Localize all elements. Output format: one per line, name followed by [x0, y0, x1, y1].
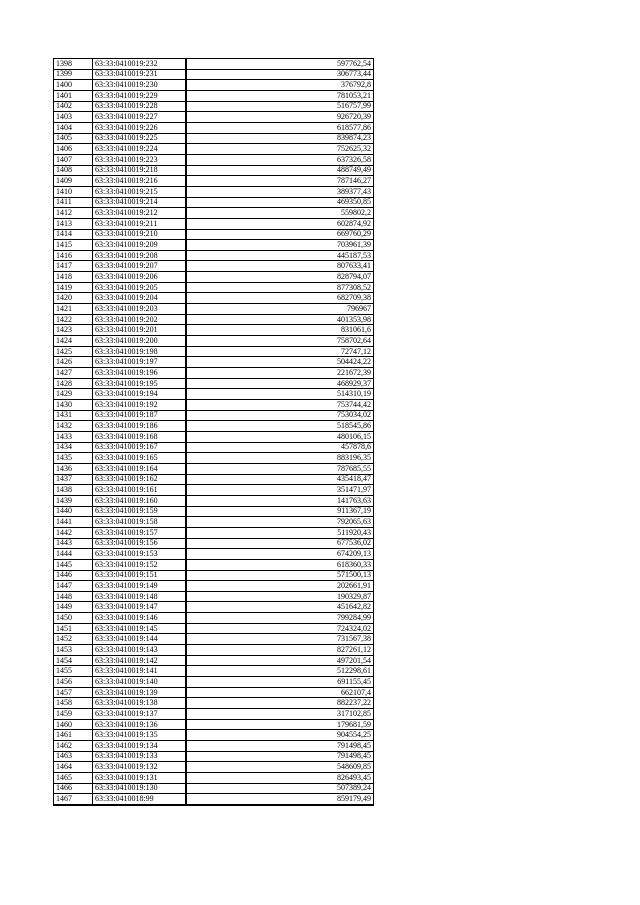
row-number-cell: 1441	[54, 517, 93, 528]
row-number-cell: 1419	[54, 282, 93, 293]
cadastral-value-cell: 514310,19	[186, 389, 374, 400]
row-number-cell: 1403	[54, 112, 93, 123]
cadastral-number-cell: 63:33:0410019:167	[93, 442, 186, 453]
table-row	[54, 549, 374, 560]
cadastral-number-cell: 63:33:0410019:161	[93, 485, 186, 496]
table-row	[54, 357, 374, 368]
cadastral-value-cell: 758702,64	[186, 336, 374, 347]
row-number-cell: 1421	[54, 304, 93, 315]
table-row	[54, 538, 374, 549]
table-row	[54, 783, 374, 794]
row-number-cell: 1438	[54, 485, 93, 496]
cadastral-number-cell: 63:33:0410019:138	[93, 698, 186, 709]
cadastral-number-cell: 63:33:0410019:151	[93, 570, 186, 581]
cadastral-number-cell: 63:33:0410019:159	[93, 506, 186, 517]
cadastral-value-cell: 618577,86	[186, 122, 374, 133]
cadastral-value-cell: 457878,6	[186, 442, 374, 453]
row-number-cell: 1425	[54, 346, 93, 357]
table-row	[54, 613, 374, 624]
table-row	[54, 559, 374, 570]
row-number-cell: 1467	[54, 794, 93, 805]
row-number-cell: 1417	[54, 261, 93, 272]
row-number-cell: 1459	[54, 709, 93, 720]
cadastral-number-cell: 63:33:0410019:206	[93, 272, 186, 283]
row-number-cell: 1458	[54, 698, 93, 709]
row-number-cell: 1443	[54, 538, 93, 549]
table-row	[54, 634, 374, 645]
row-number-cell: 1464	[54, 762, 93, 773]
cadastral-value-cell: 507389,24	[186, 783, 374, 794]
table-row	[54, 250, 374, 261]
table-row	[54, 90, 374, 101]
table-row	[54, 474, 374, 485]
cadastral-value-cell: 202661,91	[186, 581, 374, 592]
table-row	[54, 741, 374, 752]
cadastral-number-cell: 63:33:0410019:194	[93, 389, 186, 400]
cadastral-value-cell: 877308,52	[186, 282, 374, 293]
table-row	[54, 144, 374, 155]
table-row	[54, 208, 374, 219]
cadastral-number-cell: 63:33:0410019:141	[93, 666, 186, 677]
cadastral-number-cell: 63:33:0410019:227	[93, 112, 186, 123]
row-number-cell: 1401	[54, 90, 93, 101]
row-number-cell: 1461	[54, 730, 93, 741]
table-row	[54, 229, 374, 240]
cadastral-number-cell: 63:33:0410019:198	[93, 346, 186, 357]
cadastral-number-cell: 63:33:0410019:212	[93, 208, 186, 219]
cadastral-number-cell: 63:33:0410019:165	[93, 453, 186, 464]
cadastral-number-cell: 63:33:0410019:228	[93, 101, 186, 112]
row-number-cell: 1413	[54, 218, 93, 229]
table-row	[54, 719, 374, 730]
table-row	[54, 69, 374, 80]
cadastral-value-cell: 677536,02	[186, 538, 374, 549]
table-row	[54, 602, 374, 613]
row-number-cell: 1429	[54, 389, 93, 400]
cadastral-value-cell: 731567,38	[186, 634, 374, 645]
cadastral-value-cell: 497201,54	[186, 655, 374, 666]
cadastral-number-cell: 63:33:0410019:186	[93, 421, 186, 432]
row-number-cell: 1465	[54, 772, 93, 783]
cadastral-value-table	[53, 58, 374, 806]
cadastral-value-cell: 753744,42	[186, 400, 374, 411]
cadastral-number-cell: 63:33:0410019:140	[93, 677, 186, 688]
cadastral-value-cell: 792065,63	[186, 517, 374, 528]
cadastral-value-cell: 787685,55	[186, 463, 374, 474]
cadastral-number-cell: 63:33:0410019:197	[93, 357, 186, 368]
cadastral-value-cell: 548609,85	[186, 762, 374, 773]
row-number-cell: 1416	[54, 250, 93, 261]
table-row	[54, 709, 374, 720]
row-number-cell: 1398	[54, 59, 93, 70]
table-row	[54, 794, 374, 805]
cadastral-value-cell: 141763,63	[186, 495, 374, 506]
row-number-cell: 1418	[54, 272, 93, 283]
cadastral-number-cell: 63:33:0410019:164	[93, 463, 186, 474]
table-row	[54, 112, 374, 123]
table-row	[54, 400, 374, 411]
cadastral-value-cell: 511920,43	[186, 527, 374, 538]
cadastral-value-cell: 904554,25	[186, 730, 374, 741]
cadastral-number-cell: 63:33:0410019:143	[93, 645, 186, 656]
cadastral-number-cell: 63:33:0410019:139	[93, 687, 186, 698]
row-number-cell: 1412	[54, 208, 93, 219]
table-row	[54, 421, 374, 432]
cadastral-value-cell: 724324,02	[186, 623, 374, 634]
table-row	[54, 293, 374, 304]
table-row	[54, 431, 374, 442]
row-number-cell: 1451	[54, 623, 93, 634]
table-row	[54, 581, 374, 592]
table-row	[54, 154, 374, 165]
table-row	[54, 570, 374, 581]
cadastral-value-cell: 317102,85	[186, 709, 374, 720]
cadastral-value-cell: 787146,27	[186, 176, 374, 187]
cadastral-value-cell: 799284,99	[186, 613, 374, 624]
cadastral-number-cell: 63:33:0410019:192	[93, 400, 186, 411]
cadastral-number-cell: 63:33:0410019:144	[93, 634, 186, 645]
cadastral-number-cell: 63:33:0410019:225	[93, 133, 186, 144]
row-number-cell: 1434	[54, 442, 93, 453]
cadastral-number-cell: 63:33:0410019:157	[93, 527, 186, 538]
table-row	[54, 186, 374, 197]
cadastral-value-cell: 691155,45	[186, 677, 374, 688]
cadastral-number-cell: 63:33:0410019:162	[93, 474, 186, 485]
table-row	[54, 101, 374, 112]
row-number-cell: 1402	[54, 101, 93, 112]
cadastral-number-cell: 63:33:0410019:232	[93, 59, 186, 70]
row-number-cell: 1431	[54, 410, 93, 421]
table-row	[54, 527, 374, 538]
cadastral-value-cell: 602874,92	[186, 218, 374, 229]
cadastral-value-cell: 791498,45	[186, 741, 374, 752]
cadastral-value-cell: 445187,53	[186, 250, 374, 261]
table-row	[54, 314, 374, 325]
table-row	[54, 677, 374, 688]
cadastral-number-cell: 63:33:0410019:133	[93, 751, 186, 762]
table-row	[54, 687, 374, 698]
row-number-cell: 1430	[54, 400, 93, 411]
table-row	[54, 282, 374, 293]
cadastral-number-cell: 63:33:0410019:214	[93, 197, 186, 208]
table-row	[54, 261, 374, 272]
cadastral-value-cell: 882237,22	[186, 698, 374, 709]
cadastral-value-cell: 674209,13	[186, 549, 374, 560]
row-number-cell: 1409	[54, 176, 93, 187]
cadastral-number-cell: 63:33:0410019:200	[93, 336, 186, 347]
table-row	[54, 325, 374, 336]
cadastral-number-cell: 63:33:0410019:195	[93, 378, 186, 389]
row-number-cell: 1428	[54, 378, 93, 389]
table-row	[54, 80, 374, 91]
cadastral-number-cell: 63:33:0410019:131	[93, 772, 186, 783]
row-number-cell: 1454	[54, 655, 93, 666]
cadastral-number-cell: 63:33:0410019:205	[93, 282, 186, 293]
table-row	[54, 176, 374, 187]
table-row	[54, 165, 374, 176]
table-row	[54, 485, 374, 496]
cadastral-value-cell: 791498,45	[186, 751, 374, 762]
cadastral-value-cell: 753034,02	[186, 410, 374, 421]
row-number-cell: 1426	[54, 357, 93, 368]
cadastral-number-cell: 63:33:0410019:187	[93, 410, 186, 421]
table-row	[54, 751, 374, 762]
cadastral-value-cell: 401353,98	[186, 314, 374, 325]
table-row	[54, 463, 374, 474]
cadastral-number-cell: 63:33:0410019:224	[93, 144, 186, 155]
table-row	[54, 623, 374, 634]
row-number-cell: 1410	[54, 186, 93, 197]
cadastral-value-cell: 682709,38	[186, 293, 374, 304]
table-row	[54, 240, 374, 251]
cadastral-number-cell: 63:33:0410019:137	[93, 709, 186, 720]
table-row	[54, 655, 374, 666]
table-row	[54, 762, 374, 773]
row-number-cell: 1439	[54, 495, 93, 506]
row-number-cell: 1457	[54, 687, 93, 698]
cadastral-value-cell: 351471,97	[186, 485, 374, 496]
cadastral-number-cell: 63:33:0410019:168	[93, 431, 186, 442]
table-row	[54, 591, 374, 602]
cadastral-number-cell: 63:33:0410019:130	[93, 783, 186, 794]
table-row	[54, 453, 374, 464]
cadastral-value-cell: 451642,82	[186, 602, 374, 613]
cadastral-value-cell: 512298,61	[186, 666, 374, 677]
cadastral-value-cell: 518545,86	[186, 421, 374, 432]
row-number-cell: 1437	[54, 474, 93, 485]
row-number-cell: 1456	[54, 677, 93, 688]
cadastral-number-cell: 63:33:0410019:210	[93, 229, 186, 240]
table-row	[54, 645, 374, 656]
cadastral-value-cell: 839874,23	[186, 133, 374, 144]
row-number-cell: 1446	[54, 570, 93, 581]
cadastral-number-cell: 63:33:0410019:230	[93, 80, 186, 91]
cadastral-value-cell: 376792,8	[186, 80, 374, 91]
cadastral-number-cell: 63:33:0410019:158	[93, 517, 186, 528]
table-row	[54, 197, 374, 208]
table-row	[54, 304, 374, 315]
table-row	[54, 218, 374, 229]
cadastral-number-cell: 63:33:0410019:145	[93, 623, 186, 634]
cadastral-value-cell: 752625,32	[186, 144, 374, 155]
row-number-cell: 1447	[54, 581, 93, 592]
table-row	[54, 772, 374, 783]
cadastral-number-cell: 63:33:0410019:196	[93, 368, 186, 379]
cadastral-number-cell: 63:33:0410019:202	[93, 314, 186, 325]
row-number-cell: 1452	[54, 634, 93, 645]
cadastral-number-cell: 63:33:0410019:208	[93, 250, 186, 261]
cadastral-value-cell: 72747,12	[186, 346, 374, 357]
cadastral-value-cell: 221672,39	[186, 368, 374, 379]
table-body	[54, 59, 374, 805]
row-number-cell: 1424	[54, 336, 93, 347]
cadastral-value-cell: 911367,19	[186, 506, 374, 517]
cadastral-value-cell: 571500,13	[186, 570, 374, 581]
cadastral-value-cell: 504424,22	[186, 357, 374, 368]
table-row	[54, 368, 374, 379]
table-row	[54, 272, 374, 283]
cadastral-number-cell: 63:33:0410019:229	[93, 90, 186, 101]
cadastral-number-cell: 63:33:0410019:226	[93, 122, 186, 133]
table-row	[54, 730, 374, 741]
cadastral-value-cell: 618360,33	[186, 559, 374, 570]
row-number-cell: 1444	[54, 549, 93, 560]
cadastral-value-cell: 807633,41	[186, 261, 374, 272]
row-number-cell: 1411	[54, 197, 93, 208]
table-row	[54, 410, 374, 421]
cadastral-value-cell: 597762,54	[186, 59, 374, 70]
cadastral-value-cell: 831061,6	[186, 325, 374, 336]
cadastral-number-cell: 63:33:0410019:153	[93, 549, 186, 560]
cadastral-value-cell: 469350,85	[186, 197, 374, 208]
table-row	[54, 495, 374, 506]
table-row	[54, 346, 374, 357]
row-number-cell: 1408	[54, 165, 93, 176]
cadastral-value-cell: 781053,21	[186, 90, 374, 101]
cadastral-number-cell: 63:33:0410019:207	[93, 261, 186, 272]
row-number-cell: 1448	[54, 591, 93, 602]
cadastral-value-cell: 179681,59	[186, 719, 374, 730]
row-number-cell: 1460	[54, 719, 93, 730]
row-number-cell: 1462	[54, 741, 93, 752]
cadastral-number-cell: 63:33:0410019:211	[93, 218, 186, 229]
cadastral-number-cell: 63:33:0410019:223	[93, 154, 186, 165]
cadastral-table-sheet	[53, 58, 374, 806]
cadastral-number-cell: 63:33:0410019:142	[93, 655, 186, 666]
row-number-cell: 1432	[54, 421, 93, 432]
row-number-cell: 1445	[54, 559, 93, 570]
row-number-cell: 1420	[54, 293, 93, 304]
cadastral-number-cell: 63:33:0410019:147	[93, 602, 186, 613]
cadastral-number-cell: 63:33:0410019:216	[93, 176, 186, 187]
table-row	[54, 378, 374, 389]
row-number-cell: 1422	[54, 314, 93, 325]
cadastral-number-cell: 63:33:0410018:99	[93, 794, 186, 805]
row-number-cell: 1455	[54, 666, 93, 677]
cadastral-number-cell: 63:33:0410019:136	[93, 719, 186, 730]
row-number-cell: 1453	[54, 645, 93, 656]
table-row	[54, 389, 374, 400]
cadastral-number-cell: 63:33:0410019:135	[93, 730, 186, 741]
cadastral-number-cell: 63:33:0410019:203	[93, 304, 186, 315]
table-row	[54, 133, 374, 144]
row-number-cell: 1415	[54, 240, 93, 251]
cadastral-number-cell: 63:33:0410019:149	[93, 581, 186, 592]
cadastral-number-cell: 63:33:0410019:134	[93, 741, 186, 752]
row-number-cell: 1399	[54, 69, 93, 80]
cadastral-number-cell: 63:33:0410019:160	[93, 495, 186, 506]
cadastral-value-cell: 826493,45	[186, 772, 374, 783]
cadastral-value-cell: 488749,49	[186, 165, 374, 176]
row-number-cell: 1450	[54, 613, 93, 624]
cadastral-value-cell: 827261,12	[186, 645, 374, 656]
cadastral-value-cell: 703961,39	[186, 240, 374, 251]
row-number-cell: 1440	[54, 506, 93, 517]
cadastral-value-cell: 828794,07	[186, 272, 374, 283]
cadastral-number-cell: 63:33:0410019:218	[93, 165, 186, 176]
row-number-cell: 1433	[54, 431, 93, 442]
cadastral-value-cell: 859179,49	[186, 794, 374, 805]
table-row	[54, 442, 374, 453]
cadastral-value-cell: 926720,39	[186, 112, 374, 123]
row-number-cell: 1435	[54, 453, 93, 464]
row-number-cell: 1400	[54, 80, 93, 91]
cadastral-value-cell: 637326,58	[186, 154, 374, 165]
cadastral-number-cell: 63:33:0410019:146	[93, 613, 186, 624]
row-number-cell: 1449	[54, 602, 93, 613]
cadastral-number-cell: 63:33:0410019:201	[93, 325, 186, 336]
cadastral-number-cell: 63:33:0410019:152	[93, 559, 186, 570]
cadastral-number-cell: 63:33:0410019:209	[93, 240, 186, 251]
cadastral-value-cell: 190329,87	[186, 591, 374, 602]
table-row	[54, 122, 374, 133]
row-number-cell: 1404	[54, 122, 93, 133]
table-row	[54, 59, 374, 70]
cadastral-value-cell: 468929,37	[186, 378, 374, 389]
cadastral-value-cell: 662107,4	[186, 687, 374, 698]
cadastral-value-cell: 306773,44	[186, 69, 374, 80]
cadastral-value-cell: 389377,43	[186, 186, 374, 197]
cadastral-number-cell: 63:33:0410019:204	[93, 293, 186, 304]
cadastral-value-cell: 669760,29	[186, 229, 374, 240]
row-number-cell: 1405	[54, 133, 93, 144]
cadastral-number-cell: 63:33:0410019:148	[93, 591, 186, 602]
row-number-cell: 1414	[54, 229, 93, 240]
cadastral-value-cell: 796967	[186, 304, 374, 315]
row-number-cell: 1427	[54, 368, 93, 379]
cadastral-value-cell: 480106,15	[186, 431, 374, 442]
cadastral-number-cell: 63:33:0410019:215	[93, 186, 186, 197]
cadastral-number-cell: 63:33:0410019:132	[93, 762, 186, 773]
row-number-cell: 1423	[54, 325, 93, 336]
cadastral-value-cell: 435418,47	[186, 474, 374, 485]
row-number-cell: 1466	[54, 783, 93, 794]
cadastral-value-cell: 559802,2	[186, 208, 374, 219]
row-number-cell: 1407	[54, 154, 93, 165]
cadastral-number-cell: 63:33:0410019:156	[93, 538, 186, 549]
row-number-cell: 1406	[54, 144, 93, 155]
table-row	[54, 698, 374, 709]
cadastral-value-cell: 883196,35	[186, 453, 374, 464]
table-row	[54, 336, 374, 347]
row-number-cell: 1463	[54, 751, 93, 762]
cadastral-value-cell: 516757,99	[186, 101, 374, 112]
table-row	[54, 506, 374, 517]
row-number-cell: 1436	[54, 463, 93, 474]
row-number-cell: 1442	[54, 527, 93, 538]
table-row	[54, 517, 374, 528]
cadastral-number-cell: 63:33:0410019:231	[93, 69, 186, 80]
table-row	[54, 666, 374, 677]
